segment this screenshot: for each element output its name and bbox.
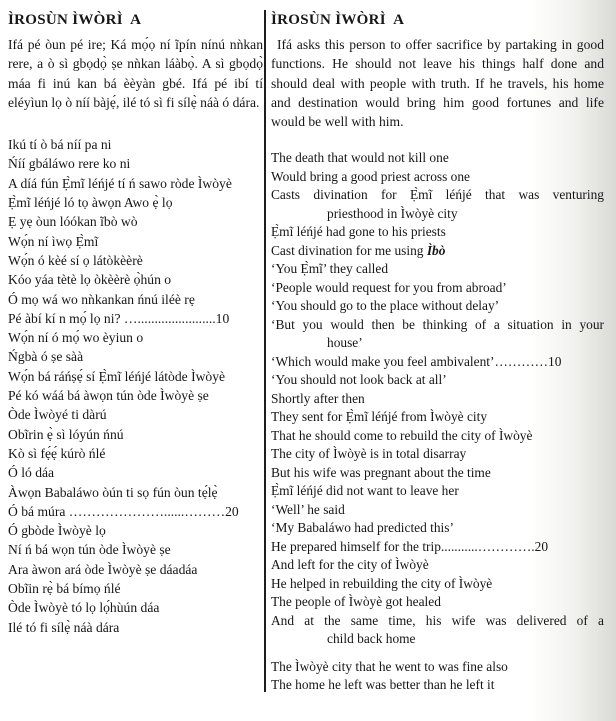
verse-line-text: Pé kó wáá bá àwọn tún òde Ìwòyè ṣe <box>8 388 209 404</box>
verse-line-text: Ilé tó fi sílẹ̀ náà dára <box>8 619 120 635</box>
verse-line-text: Òde Ìwòyé ti dàrú <box>8 407 107 423</box>
left-column-title: ÌROSÙN ÌWÒRÌ A <box>8 12 142 28</box>
verse-line-text: They sent for Ẹ̀mĩ léńjé from Ìwòyè city <box>271 409 488 425</box>
left-intro-paragraph: Ifá pé òun pé ire; Ká mọ́ọ ní ĩpín nínú nǹkan rere, a ò sì gbọdọ̀ ṣe nǹkan láàbọ̀. A sì gbọdọ̀ máa fi inú kan bá èèyàn gbé. Ifá pé ibí tí eléyìun lọ ò níí bàjẹ́, ilé tó sì fi sílẹ̀ náà ó dára. <box>8 37 263 110</box>
verse-line-text: ‘You Ẹ̀mĩ’ they called <box>271 261 389 277</box>
verse-line <box>271 658 604 677</box>
verse-line-text: Ó bá múra …………………......………20 <box>8 503 239 519</box>
verse-line <box>8 502 263 521</box>
verse-line <box>271 279 604 298</box>
verse-line <box>8 560 263 579</box>
verse-line-text: Pé àbí kí n mọ́ lọ ni? ….......................10 <box>8 310 230 326</box>
verse-line-text: And left for the city of Ìwòyè <box>271 557 429 573</box>
verse-line <box>271 556 604 575</box>
verse-line-text: Ó mọ wá wo nǹkankan ńnú iléè rẹ <box>8 291 195 307</box>
verse-line <box>271 575 604 594</box>
verse-line-text: Wọ́n ní ìwọ Ẹ̀mĩ <box>8 233 99 249</box>
verse-line <box>8 193 263 212</box>
verse-line <box>271 168 604 187</box>
verse-line <box>271 297 604 316</box>
verse-line-text: Ó gbòde Ìwòyè lọ <box>8 523 106 539</box>
verse-line <box>8 521 263 540</box>
verse-line-text: Cast divination for me using <box>271 242 427 258</box>
verse-line-text: ‘Well’ he said <box>271 501 345 517</box>
verse-line <box>271 593 604 612</box>
verse-line-text: The home he left was better than he left it <box>271 677 495 693</box>
verse-line <box>8 212 263 231</box>
verse-line <box>271 464 604 483</box>
verse-line <box>8 483 263 502</box>
verse-line <box>271 482 604 501</box>
verse-line-text: Ẹ yẹ òun lóókan ĩbò wò <box>8 214 138 230</box>
verse-line-text: The death that would not kill one <box>271 150 449 166</box>
verse-line-text: That he should come to rebuild the city of Ìwòyè <box>271 427 533 443</box>
verse-line <box>8 154 263 173</box>
verse-line-text: Ẹ̀mĩ léńjé had gone to his priests <box>271 224 446 240</box>
verse-line <box>271 501 604 520</box>
verse-line <box>271 630 604 649</box>
english-column <box>271 10 604 695</box>
verse-line <box>8 444 263 463</box>
right-verse <box>271 149 604 695</box>
verse-line-text: Casts divination for Ẹ̀mĩ léńjé that was venturing <box>271 187 604 203</box>
verse-line-text: Wọ́n ó kèé sí ọ látòkèèrè <box>8 252 143 268</box>
column-divider-line <box>264 10 266 692</box>
verse-line-text: ‘People would request for you from abroad’ <box>271 279 507 295</box>
verse-line <box>8 290 263 309</box>
verse-line <box>8 328 263 347</box>
right-column-title: ÌROSÙN ÌWÒRÌ A <box>271 12 405 28</box>
verse-line-text: house’ <box>327 335 363 351</box>
verse-line <box>8 232 263 251</box>
verse-line <box>271 316 604 335</box>
left-verse <box>8 135 263 637</box>
verse-line <box>271 538 604 557</box>
verse-line-text: Obĩrin ẹ̀ sì lóyún ńnú <box>8 426 124 442</box>
verse-line-text: Ikú tí ò bá níí pa ni <box>8 137 112 153</box>
emphasized-term: Ìbò <box>426 242 446 258</box>
verse-line <box>271 408 604 427</box>
verse-line-text: ‘Which would make you feel ambivalent’…………10 <box>271 353 562 369</box>
verse-line <box>271 223 604 242</box>
verse-line-text: He helped in rebuilding the city of Ìwòyè <box>271 575 493 591</box>
verse-line-text: Àwọn Babaláwo òún ti sọ fún òun tẹ́lẹ̀ <box>8 484 218 500</box>
verse-line-text: He prepared himself for the trip...........………….20 <box>271 538 549 554</box>
verse-line-text: Òde Ìwòyè tó lọ lọ́hùún dáa <box>8 600 160 616</box>
verse-line-text: ‘But you would then be thinking of a situation in your <box>271 316 604 332</box>
verse-line <box>8 270 263 289</box>
verse-line-text: Ara àwon ará òde Ìwòyè ṣe dáadáa <box>8 561 198 577</box>
verse-line <box>271 186 604 205</box>
verse-line <box>8 386 263 405</box>
verse-line <box>8 309 263 328</box>
verse-line <box>8 174 263 193</box>
verse-line-text: The Ìwòyè city that he went to was fine also <box>271 658 508 674</box>
right-intro-paragraph: Ifá asks this person to offer sacrifice by partaking in good functions. He should not leave his things half done and should deal with people with truth. If he travels, his home and destination would bring him good fortunes and life would be well with him. <box>271 37 604 130</box>
verse-line <box>8 367 263 386</box>
verse-line <box>271 612 604 631</box>
verse-line <box>8 618 263 637</box>
verse-line <box>271 676 604 695</box>
verse-line <box>8 251 263 270</box>
verse-line-text: ‘My Babaláwo had predicted this’ <box>271 520 454 536</box>
verse-line-text: Kò sì fẹ́ẹ́ kúrò ńlé <box>8 445 106 461</box>
verse-line <box>8 135 263 154</box>
verse-line-text: And at the same time, his wife was delivered of a <box>271 612 604 628</box>
verse-line <box>271 353 604 372</box>
verse-line-text: Ẹ̀mĩ léńjé did not want to leave her <box>271 483 459 499</box>
verse-line <box>8 540 263 559</box>
verse-line <box>271 427 604 446</box>
verse-line <box>271 260 604 279</box>
verse-line-text: ‘You should not look back at all’ <box>271 372 447 388</box>
verse-line-text: child back home <box>327 631 416 647</box>
verse-line-text: Ẹ̀mĩ léńjé ló tọ àwọn Awo ẹ̀ lọ <box>8 195 173 211</box>
verse-line-text: A díá fún Ẹ̀mĩ léńjé tí ń sawo ròde Ìwòyè <box>8 175 232 191</box>
verse-line <box>271 205 604 224</box>
verse-line-text: The city of Ìwòyè is in total disarray <box>271 446 467 462</box>
verse-line <box>8 598 263 617</box>
verse-line <box>8 463 263 482</box>
verse-line-text: Ńgbà ó ṣe sàà <box>8 349 84 365</box>
verse-line-text: Wọ́n bá ráńṣẹ́ sí Ẹ̀mĩ léńjé látòde Ìwòyè <box>8 368 226 384</box>
verse-line <box>271 519 604 538</box>
verse-line <box>8 579 263 598</box>
verse-line <box>8 347 263 366</box>
verse-line-text: ‘You should go to the place without delay’ <box>271 298 500 314</box>
verse-line <box>271 149 604 168</box>
verse-line-text: Obĩin rẹ̀ bá bímọ ńlé <box>8 581 121 597</box>
verse-line-text: The people of Ìwòyè got healed <box>271 594 441 610</box>
verse-line <box>271 390 604 409</box>
verse-line <box>271 334 604 353</box>
verse-line-text: Shortly after then <box>271 390 365 406</box>
verse-line-text: Ó ló dáa <box>8 465 55 481</box>
verse-line-text: Ní ń bá wọn tún òde Ìwòyè ṣe <box>8 542 171 558</box>
verse-line <box>8 425 263 444</box>
verse-line-text: Ńíí gbáláwo rere ko ni <box>8 156 131 172</box>
verse-line-text: Kóo yáa tètè lọ òkèèrè ọ̀hún o <box>8 272 172 288</box>
yoruba-column <box>8 10 263 637</box>
verse-line-text: Wọ́n ní ó mọ́ wo èyiun o <box>8 330 144 346</box>
verse-line <box>271 242 604 261</box>
verse-line <box>271 445 604 464</box>
verse-line <box>8 405 263 424</box>
verse-line <box>271 371 604 390</box>
verse-line-text: priesthood in Ìwòyè city <box>327 205 458 221</box>
verse-line-text: Would bring a good priest across one <box>271 168 470 184</box>
verse-line-text: But his wife was pregnant about the time <box>271 464 491 480</box>
